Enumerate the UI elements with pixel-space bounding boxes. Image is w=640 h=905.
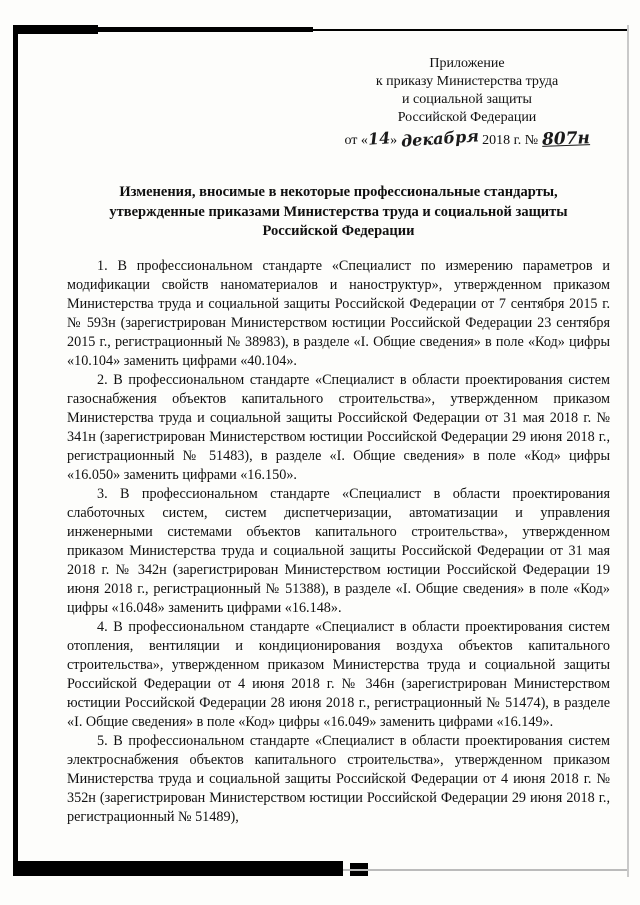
body-paragraph-2: 2. В профессиональном стандарте «Специалист в области проектирования систем газоснабжения объектов капитального строительства», утвержденном приказом Министерства труда и социальной защиты Российской Федерации от 31 мая 2018 г. № 341н (зарегистрирован Министерством юстиции Российской Федерации 29 июня 2018 г., регистрационный № 51483), в разделе «I. Общие сведения» в поле «Код» цифры «16.050» заменить цифрами «16.150». (67, 371, 610, 483)
scan-artifact-top-corner (13, 25, 98, 34)
date-mid: » (390, 133, 401, 148)
body-paragraph-3: 3. В профессиональном стандарте «Специалист в области проектирования слаботочных систем, систем диспетчеризации, автоматизации и управления инженерными системами объектов капитального строительства», утвержденном приказом Министерства труда и социальной защиты Российской Федерации от 31 мая 2018 г. № 342н (зарегистрирован Министерством юстиции Российской Федерации 19 июня 2018 г., регистрационный № 51388), в разделе «I. Общие сведения» в поле «Код» цифры «16.048» заменить цифрами «16.148». (67, 485, 610, 616)
order-date-line (342, 126, 592, 151)
order-number-handwritten: 807н (541, 128, 590, 150)
body-paragraph-1: 1. В профессиональном стандарте «Специалист по измерению параметров и модификации свойств наноматериалов и наноструктур», утвержденном приказом Министерства труда и социальной защиты Российской Федерации от 7 сентября 2015 г. № 593н (зарегистрирован Министерством юстиции Российской Федерации 23 сентября 2015 г., регистрационный № 38983), в разделе «I. Общие сведения» в поле «Код» цифры «10.104» заменить цифрами «40.104». (67, 257, 610, 369)
date-prefix: от « (344, 133, 368, 148)
date-day-handwritten: 14 (367, 128, 391, 149)
title-line-3: Российской Федерации (262, 223, 415, 239)
header-line-1: Приложение (429, 56, 505, 71)
document-body (67, 257, 610, 827)
scan-artifact-bottom-bar (13, 861, 343, 876)
document-content (67, 55, 610, 827)
body-paragraph-4: 4. В профессиональном стандарте «Специалист в области проектирования систем отопления, вентиляции и кондиционирования воздуха объектов капитального строительства», утвержденном приказом Министерства труда и социальной защиты Российской Федерации от 4 июня 2018 г. № 346н (зарегистрирован Министерством юстиции Российской Федерации 28 июня 2018 г., регистрационный № 51474), в разделе «I. Общие сведения» в поле «Код» цифры «16.049» заменить цифрами «16.149». (67, 618, 610, 730)
body-paragraph-5: 5. В профессиональном стандарте «Специалист в области проектирования систем электроснабжения объектов капитального строительства», утвержденном приказом Министерства труда и социальной защиты Российской Федерации от 4 июня 2018 г. № 352н (зарегистрирован Министерством юстиции Российской Федерации 29 июня 2018 г., регистрационный № 51489), (67, 732, 610, 825)
header-line-2: к приказу Министерства труда (375, 74, 559, 89)
title-line-1: Изменения, вносимые в некоторые профессиональные стандарты, (119, 184, 558, 200)
header-line-3: и социальной защиты (402, 92, 532, 107)
date-month-handwritten: декабря (400, 126, 480, 151)
document-title (67, 183, 610, 242)
title-line-2: утвержденные приказами Министерства труда и социальной защиты (109, 203, 568, 220)
date-year-number-label: 2018 г. № (478, 133, 542, 148)
scan-artifact-bottom-line (343, 869, 628, 871)
scan-artifact-left-edge (13, 27, 18, 872)
appendix-header (342, 55, 592, 150)
scan-artifact-right-edge (627, 25, 629, 877)
header-line-4: Российской Федерации (397, 110, 537, 125)
